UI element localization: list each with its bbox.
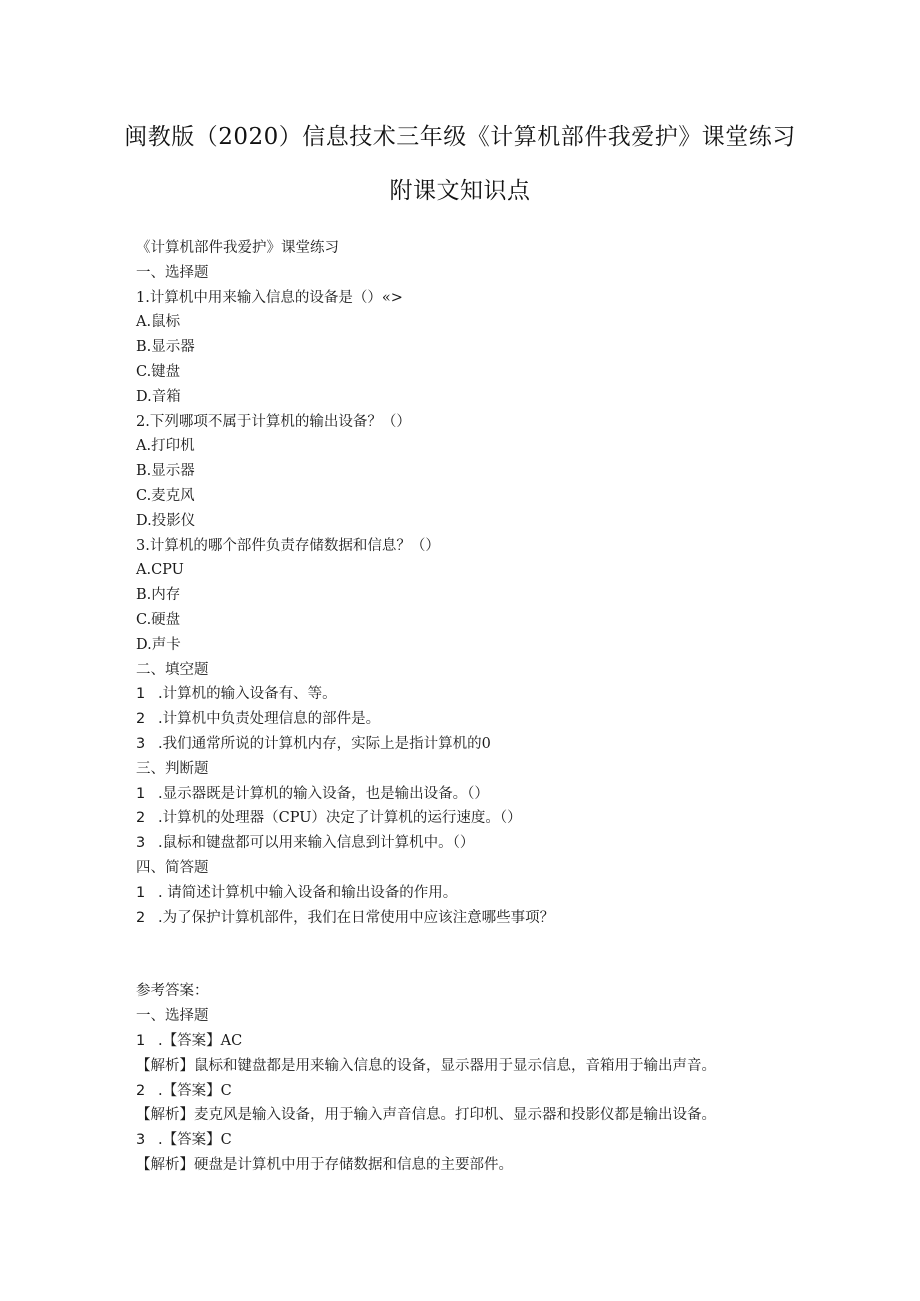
question-option: C.麦克风 <box>136 487 195 504</box>
item-text: .计算机的处理器（CPU）决定了计算机的运行速度。（） <box>158 810 522 827</box>
section-title-fill: 二、填空题 <box>136 661 209 678</box>
question-stem: 1.计算机中用来输入信息的设备是（）«> <box>136 289 403 306</box>
item-number: 2 <box>136 711 146 728</box>
document-title: 闽教版（2020）信息技术三年级《计算机部件我爱护》课堂练习 <box>124 124 796 150</box>
answer-text: .【答案】C <box>158 1082 232 1099</box>
question-option: A.CPU <box>136 562 184 579</box>
question-option: C.硬盘 <box>136 611 181 628</box>
item-number: 3 <box>136 1132 146 1149</box>
question-option: A.打印机 <box>136 438 195 455</box>
spacer <box>136 930 796 979</box>
item-text: .鼠标和键盘都可以用来输入信息到计算机中。（） <box>158 835 475 852</box>
item-number: 3 <box>136 835 146 852</box>
question-stem: 3.计算机的哪个部件负责存储数据和信息？（） <box>136 537 440 554</box>
question-option: C.键盘 <box>136 363 181 380</box>
item-text: .为了保护计算机部件，我们在日常使用中应该注意哪些事项？ <box>158 909 555 926</box>
document-subtitle: 附课文知识点 <box>389 178 531 204</box>
list-item <box>136 906 796 931</box>
answer-text: .【答案】AC <box>158 1032 243 1049</box>
list-item <box>136 782 796 807</box>
item-number: 1 <box>136 785 146 802</box>
question-option: D.音箱 <box>136 388 181 405</box>
question-stem: 2.下列哪项不属于计算机的输出设备？（） <box>136 413 411 430</box>
item-number: 3 <box>136 735 146 752</box>
item-text: .计算机的输入设备有、等。 <box>158 686 337 703</box>
item-number: 2 <box>136 810 146 827</box>
answer-line <box>136 1029 796 1054</box>
section-title-judge: 三、判断题 <box>136 760 209 777</box>
answer-text: .【答案】C <box>158 1132 232 1149</box>
item-number: 1 <box>136 686 146 703</box>
list-item <box>136 707 796 732</box>
section-title-short: 四、简答题 <box>136 859 209 876</box>
exercise-heading: 《计算机部件我爱护》课堂练习 <box>136 240 339 256</box>
answer-line <box>136 1079 796 1104</box>
item-text: . 请简述计算机中输入设备和输出设备的作用。 <box>158 884 458 901</box>
question-option: D.声卡 <box>136 636 181 653</box>
item-number: 2 <box>136 909 146 926</box>
answers-heading: 参考答案： <box>136 983 209 1000</box>
analysis-line: 【解析】麦克风是输入设备，用于输入声音信息。打印机、显示器和投影仪都是输出设备。 <box>136 1107 716 1124</box>
document-body <box>136 236 796 1178</box>
list-item <box>136 806 796 831</box>
question-option: A.鼠标 <box>136 314 181 331</box>
question-option: D.投影仪 <box>136 512 196 529</box>
answer-line <box>136 1128 796 1153</box>
section-title-choice: 一、选择题 <box>136 264 209 281</box>
list-item <box>136 831 796 856</box>
item-number: 2 <box>136 1082 146 1099</box>
answers-section-title: 一、选择题 <box>136 1008 209 1025</box>
list-item <box>136 881 796 906</box>
item-text: .我们通常所说的计算机内存，实际上是指计算机的0 <box>158 735 491 752</box>
list-item <box>136 682 796 707</box>
analysis-line: 【解析】硬盘是计算机中用于存储数据和信息的主要部件。 <box>136 1156 513 1173</box>
item-text: .计算机中负责处理信息的部件是。 <box>158 711 381 728</box>
item-text: .显示器既是计算机的输入设备，也是输出设备。（） <box>158 785 489 802</box>
list-item <box>136 732 796 757</box>
question-option: B.内存 <box>136 587 181 604</box>
analysis-line: 【解析】鼠标和键盘都是用来输入信息的设备，显示器用于显示信息，音箱用于输出声音。 <box>136 1057 716 1074</box>
item-number: 1 <box>136 1032 146 1049</box>
question-option: B.显示器 <box>136 463 195 480</box>
question-option: B.显示器 <box>136 339 195 356</box>
item-number: 1 <box>136 884 146 901</box>
